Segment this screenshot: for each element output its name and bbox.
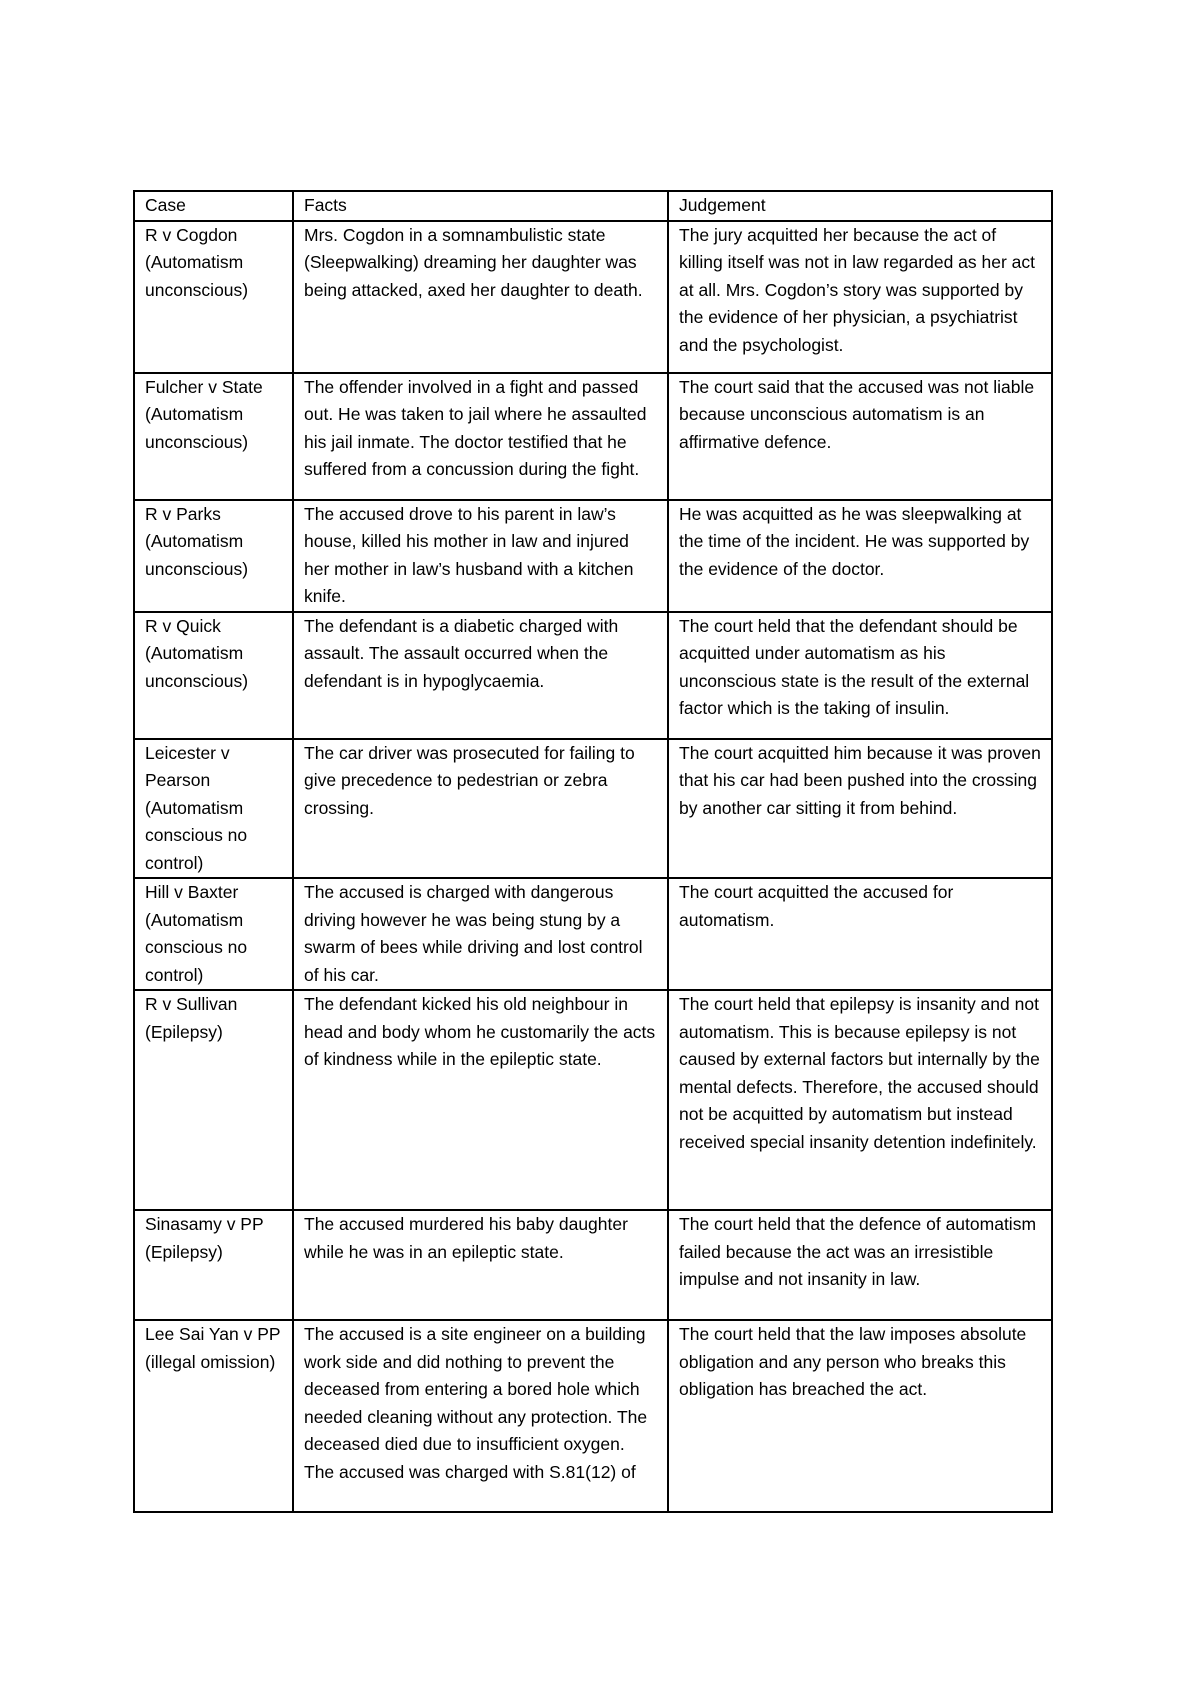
table-row <box>134 500 1052 612</box>
case-cell: Hill v Baxter (Automatism conscious no control) <box>134 878 293 990</box>
table-row <box>134 878 1052 990</box>
judgement-cell: The court held that the law imposes absolute obligation and any person who breaks this obligation has breached the act. <box>668 1320 1052 1512</box>
judgement-cell: The court acquitted him because it was proven that his car had been pushed into the crossing by another car sitting it from behind. <box>668 739 1052 879</box>
facts-cell: The accused is charged with dangerous driving however he was being stung by a swarm of bees while driving and lost control of his car. <box>293 878 668 990</box>
table-header-row <box>134 191 1052 221</box>
facts-cell: The accused is a site engineer on a building work side and did nothing to prevent the deceased from entering a bored hole which needed cleaning without any protection. The deceased died due to insufficient oxygen. The accused was charged with S.81(12) of <box>293 1320 668 1512</box>
judgement-cell: The court held that epilepsy is insanity and not automatism. This is because epilepsy is not caused by external factors but internally by the mental defects. Therefore, the accused should not be acquitted by automatism but instead received special insanity detention indefinitely. <box>668 990 1052 1210</box>
header-facts: Facts <box>293 191 668 221</box>
facts-cell: Mrs. Cogdon in a somnambulistic state (Sleepwalking) dreaming her daughter was being attacked, axed her daughter to death. <box>293 221 668 373</box>
case-table <box>133 190 1053 1513</box>
table-row <box>134 1210 1052 1320</box>
judgement-cell: The jury acquitted her because the act of killing itself was not in law regarded as her act at all. Mrs. Cogdon’s story was supported by the evidence of her physician, a psychiatrist and the psychologist. <box>668 221 1052 373</box>
case-cell: Fulcher v State (Automatism unconscious) <box>134 373 293 500</box>
header-judgement: Judgement <box>668 191 1052 221</box>
table-row <box>134 1320 1052 1512</box>
case-cell: R v Quick (Automatism unconscious) <box>134 612 293 739</box>
facts-cell: The defendant is a diabetic charged with assault. The assault occurred when the defendant is in hypoglycaemia. <box>293 612 668 739</box>
header-case: Case <box>134 191 293 221</box>
case-cell: Sinasamy v PP (Epilepsy) <box>134 1210 293 1320</box>
table-row <box>134 373 1052 500</box>
table-row <box>134 990 1052 1210</box>
facts-cell: The offender involved in a fight and passed out. He was taken to jail where he assaulted his jail inmate. The doctor testified that he suffered from a concussion during the fight. <box>293 373 668 500</box>
facts-cell: The accused murdered his baby daughter while he was in an epileptic state. <box>293 1210 668 1320</box>
judgement-cell: The court held that the defendant should be acquitted under automatism as his unconscious state is the result of the external factor which is the taking of insulin. <box>668 612 1052 739</box>
facts-cell: The accused drove to his parent in law’s house, killed his mother in law and injured her mother in law’s husband with a kitchen knife. <box>293 500 668 612</box>
case-cell: R v Parks (Automatism unconscious) <box>134 500 293 612</box>
judgement-cell: He was acquitted as he was sleepwalking at the time of the incident. He was supported by the evidence of the doctor. <box>668 500 1052 612</box>
judgement-cell: The court acquitted the accused for automatism. <box>668 878 1052 990</box>
table-row <box>134 221 1052 373</box>
facts-cell: The car driver was prosecuted for failing to give precedence to pedestrian or zebra crossing. <box>293 739 668 879</box>
case-cell: Leicester v Pearson (Automatism conscious no control) <box>134 739 293 879</box>
table-row <box>134 739 1052 879</box>
case-cell: R v Sullivan (Epilepsy) <box>134 990 293 1210</box>
judgement-cell: The court said that the accused was not liable because unconscious automatism is an affirmative defence. <box>668 373 1052 500</box>
case-cell: Lee Sai Yan v PP (illegal omission) <box>134 1320 293 1512</box>
facts-cell: The defendant kicked his old neighbour in head and body whom he customarily the acts of kindness while in the epileptic state. <box>293 990 668 1210</box>
table-row <box>134 612 1052 739</box>
case-cell: R v Cogdon (Automatism unconscious) <box>134 221 293 373</box>
judgement-cell: The court held that the defence of automatism failed because the act was an irresistible impulse and not insanity in law. <box>668 1210 1052 1320</box>
